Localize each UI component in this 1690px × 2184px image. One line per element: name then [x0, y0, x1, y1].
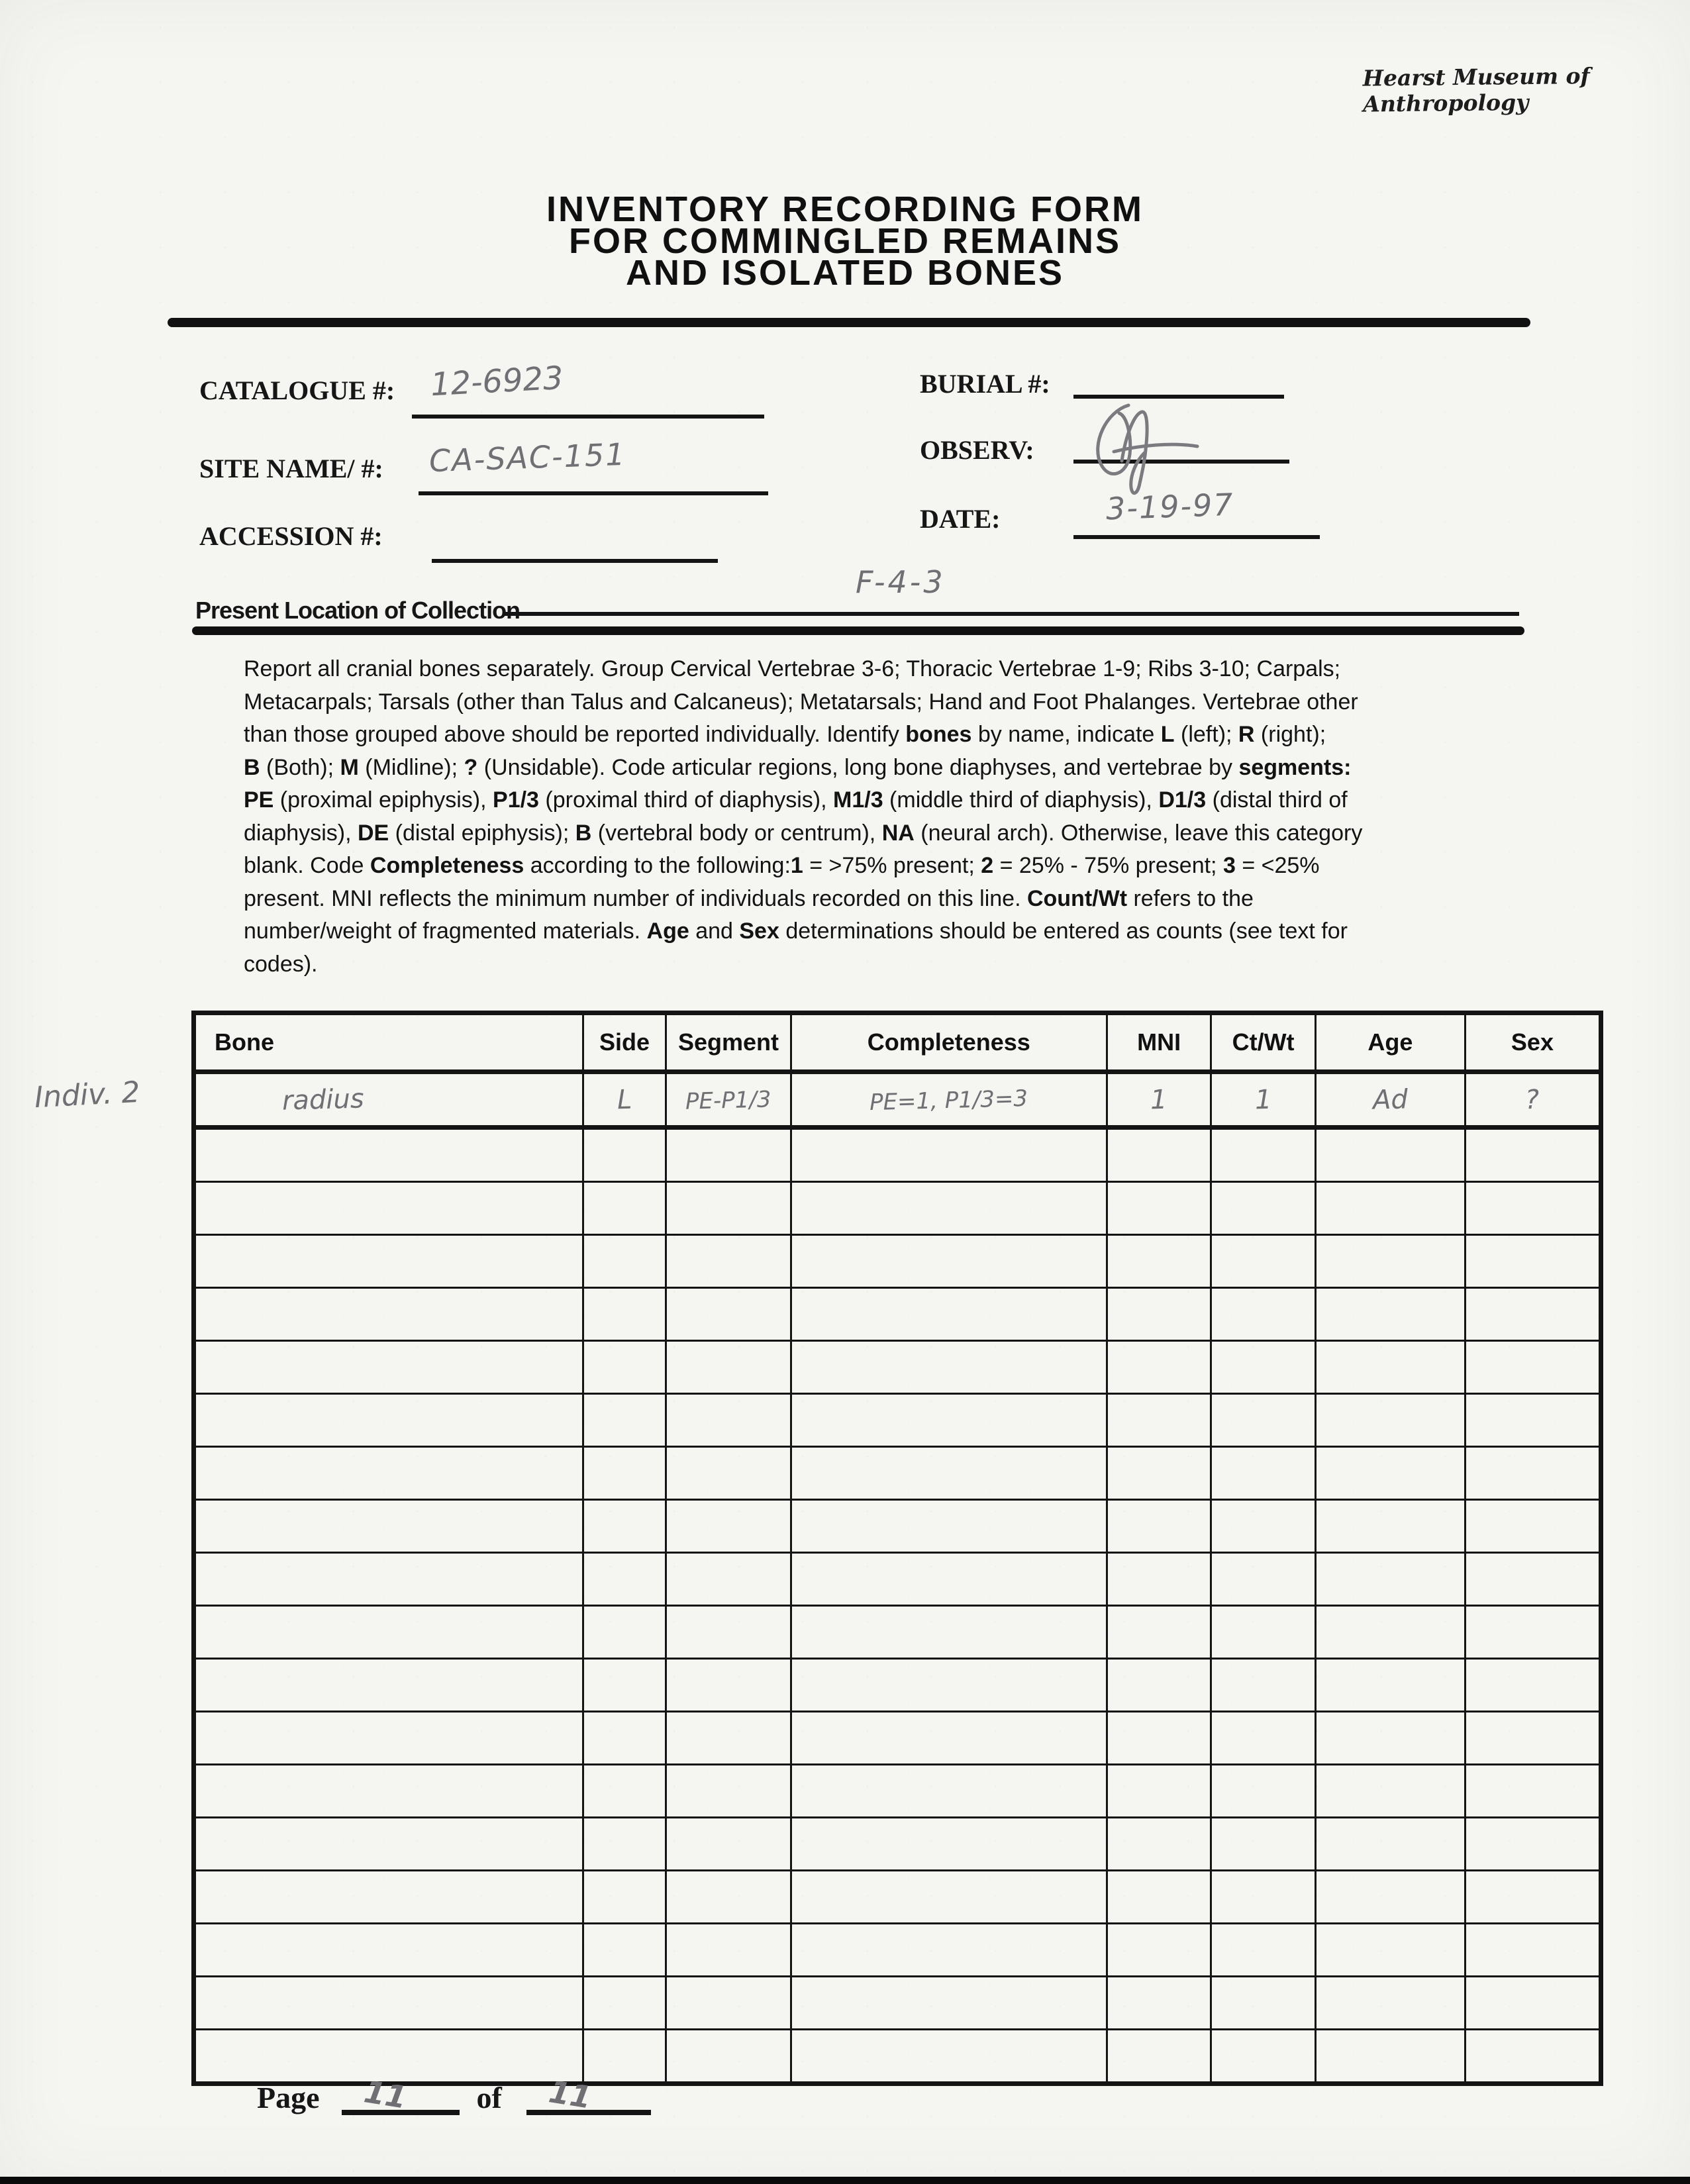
cell-empty-mni — [1107, 1182, 1211, 1235]
table-row-empty — [194, 1235, 1601, 1288]
date-value: 3-19-97 — [1105, 486, 1235, 527]
cell-empty-age — [1315, 1500, 1465, 1553]
instructions-line: B (Both); M (Midline); ? (Unsidable). Code articular regions, long bone diaphyses, and vertebrae by segments: — [244, 754, 1352, 780]
cell-empty-sex — [1465, 1235, 1601, 1288]
cell-empty-bone — [194, 1871, 583, 1924]
cell-empty-age — [1315, 1128, 1465, 1182]
cell-empty-ctwt — [1211, 1712, 1315, 1765]
cell-empty-ctwt — [1211, 1500, 1315, 1553]
table-row-empty — [194, 1447, 1601, 1500]
col-header-sex: Sex — [1465, 1013, 1601, 1072]
margin-note: Indiv. 2 — [33, 1075, 141, 1115]
cell-empty-ctwt — [1211, 1977, 1315, 2030]
burial-label: BURIAL #: — [920, 369, 1050, 399]
cell-ctwt: 1 — [1211, 1072, 1315, 1128]
cell-empty-segment — [666, 1447, 791, 1500]
cell-empty-bone — [194, 1394, 583, 1447]
cell-empty-side — [583, 1977, 666, 2030]
instructions-line: codes). — [244, 951, 318, 977]
cell-empty-sex — [1465, 1871, 1601, 1924]
cell-empty-age — [1315, 1606, 1465, 1659]
cell-empty-ctwt — [1211, 1182, 1315, 1235]
cell-empty-sex — [1465, 1341, 1601, 1394]
instructions-line: diaphysis), DE (distal epiphysis); B (vertebral body or centrum), NA (neural arch). Otherwise, leave this category — [244, 820, 1363, 846]
form-title-line-1: INVENTORY RECORDING FORM — [546, 189, 1144, 229]
instructions-line: Metacarpals; Tarsals (other than Talus and Calcaneus); Metatarsals; Hand and Foot Phalanges. Vertebrae other — [244, 689, 1358, 715]
cell-empty-ctwt — [1211, 1924, 1315, 1977]
cell-empty-completeness — [791, 1606, 1107, 1659]
table-header-row — [194, 1013, 1601, 1072]
col-header-side: Side — [583, 1013, 666, 1072]
page-label: Page — [257, 2081, 320, 2114]
cell-empty-sex — [1465, 1659, 1601, 1712]
cell-empty-completeness — [791, 1924, 1107, 1977]
cell-segment: PE-P1/3 — [666, 1072, 791, 1128]
cell-empty-age — [1315, 1765, 1465, 1818]
cell-empty-completeness — [791, 1871, 1107, 1924]
table-row-empty — [194, 1500, 1601, 1553]
cell-empty-side — [583, 1818, 666, 1871]
table-row-empty — [194, 1182, 1601, 1235]
cell-empty-bone — [194, 1553, 583, 1606]
cell-empty-ctwt — [1211, 1818, 1315, 1871]
cell-empty-age — [1315, 1394, 1465, 1447]
cell-empty-segment — [666, 1128, 791, 1182]
cell-empty-side — [583, 1871, 666, 1924]
cell-empty-sex — [1465, 1447, 1601, 1500]
cell-empty-bone — [194, 1128, 583, 1182]
observer-signature — [1086, 397, 1205, 497]
cell-empty-segment — [666, 1553, 791, 1606]
col-header-age: Age — [1315, 1013, 1465, 1072]
cell-empty-completeness — [791, 1712, 1107, 1765]
cell-empty-side — [583, 1606, 666, 1659]
cell-empty-bone — [194, 1235, 583, 1288]
total-pages-line — [526, 2075, 651, 2115]
cell-empty-bone — [194, 1924, 583, 1977]
cell-empty-completeness — [791, 1394, 1107, 1447]
table-row-empty — [194, 1765, 1601, 1818]
cell-empty-side — [583, 1765, 666, 1818]
cell-empty-age — [1315, 1659, 1465, 1712]
date-label: DATE: — [920, 504, 1001, 534]
cell-empty-age — [1315, 1288, 1465, 1341]
cell-empty-side — [583, 1447, 666, 1500]
cell-empty-side — [583, 1712, 666, 1765]
cell-empty-segment — [666, 1341, 791, 1394]
cell-empty-completeness — [791, 1447, 1107, 1500]
table-row-empty — [194, 1553, 1601, 1606]
col-header-bone: Bone — [194, 1013, 583, 1072]
cell-empty-age — [1315, 1447, 1465, 1500]
cell-empty-age — [1315, 1924, 1465, 1977]
cell-empty-side — [583, 1235, 666, 1288]
table-row-empty — [194, 1394, 1601, 1447]
cell-empty-side — [583, 1394, 666, 1447]
burial-line — [1073, 351, 1284, 399]
table-row-empty — [194, 1871, 1601, 1924]
cell-empty-age — [1315, 1341, 1465, 1394]
cell-empty-mni — [1107, 1765, 1211, 1818]
cell-empty-segment — [666, 1765, 791, 1818]
cell-empty-age — [1315, 1818, 1465, 1871]
inventory-table — [191, 1011, 1603, 2086]
cell-empty-mni — [1107, 1712, 1211, 1765]
observ-label: OBSERV: — [920, 435, 1034, 465]
cell-empty-sex — [1465, 1818, 1601, 1871]
cell-empty-bone — [194, 1765, 583, 1818]
cell-empty-bone — [194, 1818, 583, 1871]
cell-empty-completeness — [791, 1182, 1107, 1235]
cell-empty-mni — [1107, 1924, 1211, 1977]
instructions-line: present. MNI reflects the minimum number of individuals recorded on this line. Count/Wt refers to the — [244, 885, 1254, 911]
cell-empty-age — [1315, 1182, 1465, 1235]
table-row-empty — [194, 1712, 1601, 1765]
cell-empty-bone — [194, 1606, 583, 1659]
cell-empty-segment — [666, 1500, 791, 1553]
cell-empty-mni — [1107, 1394, 1211, 1447]
present-location-value: F-4-3 — [856, 564, 946, 600]
instructions-line: number/weight of fragmented materials. Age and Sex determinations should be entered as counts (see text for — [244, 918, 1348, 944]
cell-empty-side — [583, 1553, 666, 1606]
section-rule — [192, 626, 1524, 635]
cell-empty-completeness — [791, 1341, 1107, 1394]
cell-empty-age — [1315, 1977, 1465, 2030]
cell-empty-mni — [1107, 1447, 1211, 1500]
cell-empty-age — [1315, 1871, 1465, 1924]
table-row-empty — [194, 1818, 1601, 1871]
cell-empty-sex — [1465, 1394, 1601, 1447]
cell-empty-completeness — [791, 1128, 1107, 1182]
of-label: of — [476, 2081, 502, 2114]
page-number-value: 11 — [362, 2073, 409, 2116]
cell-empty-ctwt — [1211, 1288, 1315, 1341]
cell-empty-mni — [1107, 1818, 1211, 1871]
cell-empty-ctwt — [1211, 1341, 1315, 1394]
cell-empty-segment — [666, 1659, 791, 1712]
cell-empty-bone — [194, 1977, 583, 2030]
cell-empty-segment — [666, 1182, 791, 1235]
cell-empty-completeness — [791, 1500, 1107, 1553]
col-header-completeness: Completeness — [791, 1013, 1107, 1072]
cell-age: Ad — [1315, 1072, 1465, 1128]
cell-empty-ctwt — [1211, 1606, 1315, 1659]
page-number-line — [342, 2075, 460, 2115]
cell-empty-mni — [1107, 1235, 1211, 1288]
cell-empty-segment — [666, 1924, 791, 1977]
cell-empty-age — [1315, 1712, 1465, 1765]
page-footer — [257, 2075, 651, 2115]
cell-empty-ctwt — [1211, 1659, 1315, 1712]
form-title — [0, 189, 1690, 293]
cell-empty-mni — [1107, 1341, 1211, 1394]
table-body — [194, 1072, 1601, 2084]
table-row-empty — [194, 1977, 1601, 2030]
cell-empty-segment — [666, 1712, 791, 1765]
instructions-line: Report all cranial bones separately. Group Cervical Vertebrae 3-6; Thoracic Vertebrae 1-9; Ribs 3-10; Carpals; — [244, 656, 1341, 681]
cell-empty-completeness — [791, 1765, 1107, 1818]
cell-empty-segment — [666, 1288, 791, 1341]
cell-empty-ctwt — [1211, 1871, 1315, 1924]
cell-empty-completeness — [791, 2030, 1107, 2084]
cell-empty-mni — [1107, 1871, 1211, 1924]
cell-empty-bone — [194, 1712, 583, 1765]
cell-empty-sex — [1465, 1182, 1601, 1235]
instructions-line: than those grouped above should be reported individually. Identify bones by name, indicate L (left); R (right); — [244, 722, 1326, 747]
cell-empty-segment — [666, 1818, 791, 1871]
cell-empty-ctwt — [1211, 1447, 1315, 1500]
cell-bone: radius — [194, 1072, 583, 1128]
cell-empty-age — [1315, 2030, 1465, 2084]
table-row-empty — [194, 1341, 1601, 1394]
cell-sex: ? — [1465, 1072, 1601, 1128]
cell-empty-completeness — [791, 1288, 1107, 1341]
cell-empty-bone — [194, 1659, 583, 1712]
cell-mni: 1 — [1107, 1072, 1211, 1128]
cell-empty-completeness — [791, 1553, 1107, 1606]
cell-empty-mni — [1107, 1553, 1211, 1606]
cell-empty-ctwt — [1211, 1765, 1315, 1818]
cell-empty-ctwt — [1211, 1128, 1315, 1182]
col-header-mni: MNI — [1107, 1013, 1211, 1072]
cell-empty-segment — [666, 1606, 791, 1659]
table-row-empty — [194, 1924, 1601, 1977]
table-row-empty — [194, 1288, 1601, 1341]
cell-empty-side — [583, 1128, 666, 1182]
cell-empty-bone — [194, 1182, 583, 1235]
cell-empty-side — [583, 1288, 666, 1341]
cell-empty-sex — [1465, 2030, 1601, 2084]
cell-empty-segment — [666, 1871, 791, 1924]
cell-empty-sex — [1465, 1765, 1601, 1818]
cell-empty-sex — [1465, 1606, 1601, 1659]
cell-empty-sex — [1465, 1500, 1601, 1553]
scan-edge-bar — [0, 2177, 1690, 2184]
form-title-line-2: FOR COMMINGLED REMAINS — [569, 221, 1121, 261]
cell-empty-mni — [1107, 1288, 1211, 1341]
catalogue-value: 12-6923 — [429, 359, 564, 404]
site-name-label: SITE NAME/ #: — [199, 454, 383, 483]
cell-empty-mni — [1107, 1659, 1211, 1712]
site-name-value: CA-SAC-151 — [428, 436, 627, 479]
cell-empty-bone — [194, 1341, 583, 1394]
instructions-line: PE (proximal epiphysis), P1/3 (proximal third of diaphysis), M1/3 (middle third of diaphysis), D1/3 (distal third of — [244, 787, 1348, 813]
cell-empty-side — [583, 1341, 666, 1394]
cell-empty-completeness — [791, 1818, 1107, 1871]
cell-empty-side — [583, 1924, 666, 1977]
cell-empty-segment — [666, 1977, 791, 2030]
cell-empty-completeness — [791, 1235, 1107, 1288]
cell-empty-segment — [666, 2030, 791, 2084]
cell-empty-sex — [1465, 1128, 1601, 1182]
total-pages-value: 11 — [546, 2073, 595, 2116]
cell-empty-sex — [1465, 1553, 1601, 1606]
table-row-empty — [194, 1128, 1601, 1182]
present-location-label: Present Location of Collection — [195, 597, 521, 624]
present-location-line — [503, 568, 1519, 616]
cell-empty-mni — [1107, 1128, 1211, 1182]
form-title-line-3: AND ISOLATED BONES — [625, 253, 1065, 293]
cell-empty-side — [583, 1182, 666, 1235]
cell-empty-sex — [1465, 1288, 1601, 1341]
accession-label: ACCESSION #: — [199, 521, 383, 551]
cell-empty-bone — [194, 1288, 583, 1341]
cell-empty-sex — [1465, 1977, 1601, 2030]
instructions-line: blank. Code Completeness according to the following:1 = >75% present; 2 = 25% - 75% present; 3 = <25% — [244, 853, 1320, 878]
cell-empty-ctwt — [1211, 1394, 1315, 1447]
col-header-ctwt: Ct/Wt — [1211, 1013, 1315, 1072]
museum-header: Hearst Museum of Anthropology — [1362, 62, 1590, 117]
cell-empty-mni — [1107, 2030, 1211, 2084]
cell-empty-side — [583, 1500, 666, 1553]
cell-empty-sex — [1465, 1712, 1601, 1765]
cell-empty-side — [583, 1659, 666, 1712]
catalogue-label: CATALOGUE #: — [199, 375, 395, 405]
cell-empty-mni — [1107, 1500, 1211, 1553]
cell-completeness: PE=1, P1/3=3 — [791, 1072, 1107, 1128]
cell-empty-mni — [1107, 1977, 1211, 2030]
cell-empty-completeness — [791, 1977, 1107, 2030]
cell-empty-age — [1315, 1553, 1465, 1606]
cell-empty-mni — [1107, 1606, 1211, 1659]
cell-side: L — [583, 1072, 666, 1128]
table-row-empty — [194, 1606, 1601, 1659]
cell-empty-segment — [666, 1235, 791, 1288]
cell-empty-age — [1315, 1235, 1465, 1288]
cell-empty-bone — [194, 1500, 583, 1553]
accession-line — [432, 515, 718, 563]
table-row-entry — [194, 1072, 1601, 1128]
cell-empty-ctwt — [1211, 1553, 1315, 1606]
cell-empty-sex — [1465, 1924, 1601, 1977]
cell-empty-ctwt — [1211, 2030, 1315, 2084]
cell-empty-ctwt — [1211, 1235, 1315, 1288]
instructions — [244, 653, 1475, 981]
cell-empty-segment — [666, 1394, 791, 1447]
table-row-empty — [194, 1659, 1601, 1712]
title-rule — [168, 318, 1530, 327]
cell-empty-completeness — [791, 1659, 1107, 1712]
cell-empty-bone — [194, 1447, 583, 1500]
col-header-segment: Segment — [666, 1013, 791, 1072]
